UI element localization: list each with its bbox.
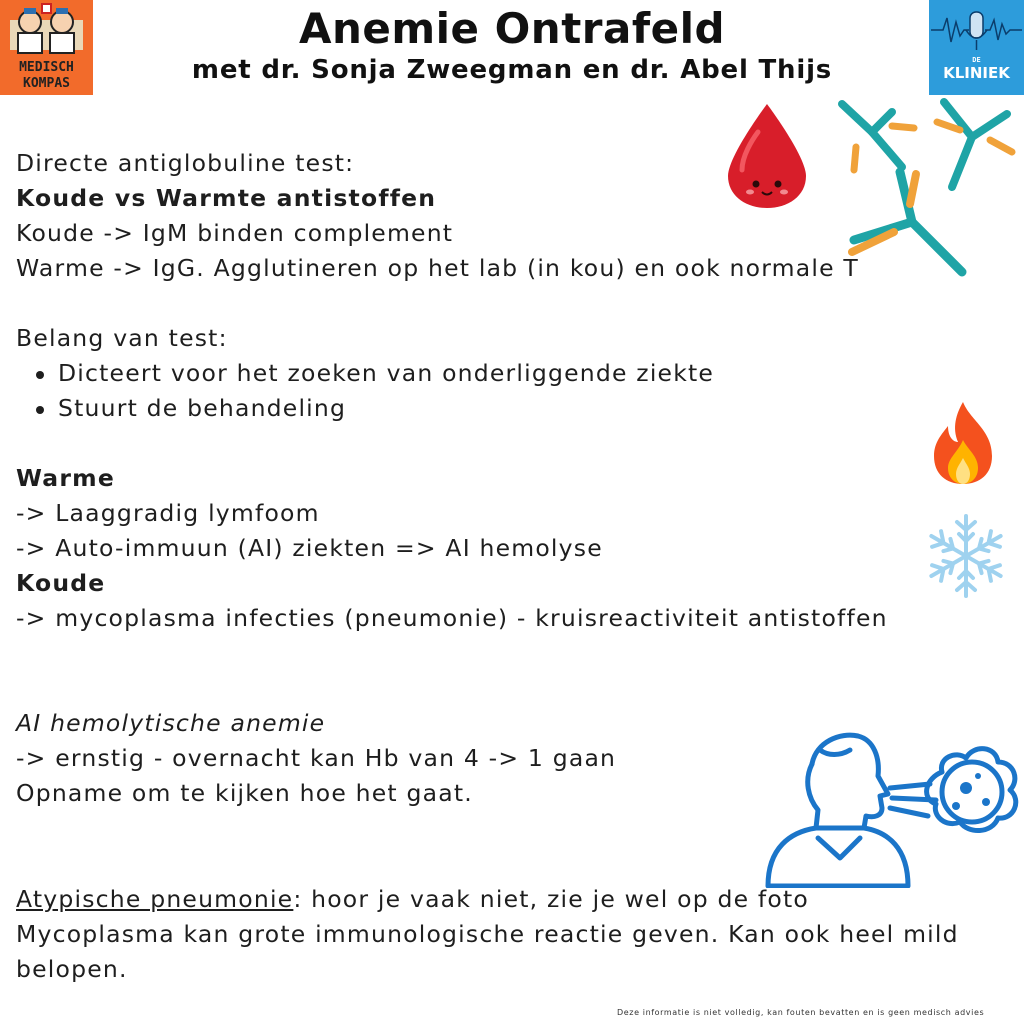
page-title: Anemie Ontrafeld — [298, 4, 726, 53]
belang-heading: Belang van test: — [16, 324, 228, 352]
bullet-dot — [36, 406, 44, 414]
ai-line-1: -> ernstig - overnacht kan Hb van 4 -> 1 gaan — [16, 744, 617, 772]
logo-right-text-2: KLINIEK — [943, 64, 1010, 82]
coughing-person-icon — [760, 728, 1022, 888]
warme-line-2: -> Auto-immuun (AI) ziekten => AI hemolyse — [16, 534, 603, 562]
koude-line-1: -> mycoplasma infecties (pneumonie) - kruisreactiviteit antistoffen — [16, 604, 888, 632]
belang-bullet-1: Dicteert voor het zoeken van onderliggende ziekte — [58, 359, 715, 387]
warme-heading: Warme — [16, 464, 115, 492]
atypisch-line-2: Mycoplasma kan grote immunologische reactie geven. Kan ook heel mild — [16, 920, 959, 948]
test-intro: Directe antiglobuline test: — [16, 149, 355, 177]
antibody-icon — [832, 92, 1024, 282]
koude-heading: Koude — [16, 569, 106, 597]
warme-line-1: -> Laaggradig lymfoom — [16, 499, 320, 527]
atypisch-rest: : hoor je vaak niet, zie je wel op de foto — [293, 885, 809, 913]
logo-left-text-1: MEDISCH — [19, 60, 74, 75]
disclaimer: Deze informatie is niet volledig, kan fouten bevatten en is geen medisch advies — [617, 1008, 985, 1017]
blood-drop-icon — [722, 100, 812, 212]
atypisch-term: Atypische pneumonie — [16, 885, 294, 913]
page-subtitle: met dr. Sonja Zweegman en dr. Abel Thijs — [191, 55, 833, 85]
atypisch-line-3: belopen. — [16, 955, 128, 983]
logo-left-text-2: KOMPAS — [23, 76, 70, 91]
test-warm-line: Warme -> IgG. Agglutineren op het lab (in kou) en ook normale T — [16, 254, 859, 282]
ai-line-2: Opname om te kijken hoe het gaat. — [16, 779, 473, 807]
atypisch-line-1 — [16, 884, 809, 914]
logo-right-text-1: DE — [972, 56, 981, 64]
snowflake-icon — [926, 512, 1006, 600]
fire-icon — [930, 400, 996, 486]
belang-bullet-2: Stuurt de behandeling — [58, 394, 347, 422]
bullet-dot — [36, 371, 44, 379]
test-cold-line: Koude -> IgM binden complement — [16, 219, 454, 247]
test-heading: Koude vs Warmte antistoffen — [16, 184, 437, 212]
ai-heading: AI hemolytische anemie — [16, 709, 326, 737]
